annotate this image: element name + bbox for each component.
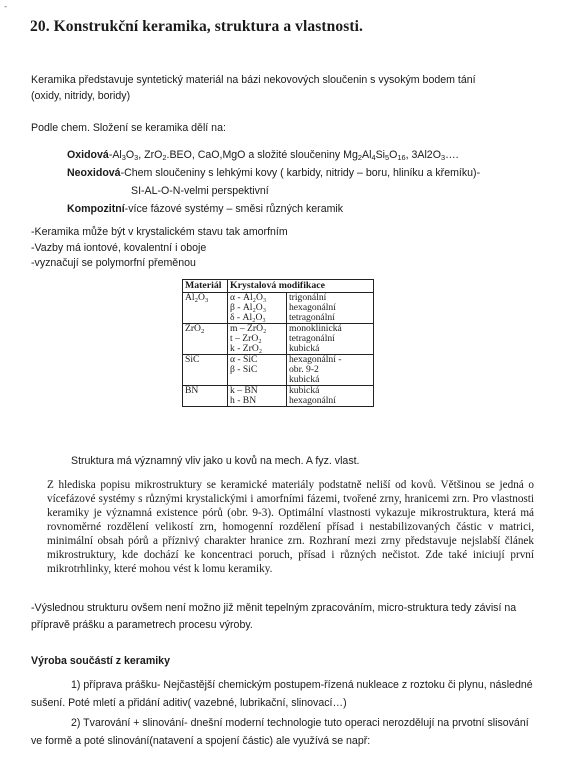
modification-cell: t – ZrO₂ — [228, 334, 287, 344]
paragraph-text: Z hlediska popisu mikrostruktury se keramické materiály podstatně neliší od kovů. Většinou se jedná o vícefázové systémy s různými krystalickými i amorfními fázemi, tvořené zrny, hranicemi zrn. Pro vlastnosti keramiky je významná existence pórů (obr. 9-3). Optimální vlastnosti vykazuje mikrostruktura, která má rovnoměrné rozdělení velikostí zrn, homogenní rozdělení přísad i nestabilizovaných částic v matrici, minimální obsah pórů a příznivý charakter hranice zrn. Rozhraní mezi zrny představuje nejslabší článek mikrostruktury, kde dochází ke koncentraci poruch, přísad i různých nečistot. Zde také iniciují první mikrotrhlinky, které mohou vést k lomu keramiky. — [47, 479, 534, 575]
bullet-item: -Keramika může být v krystalickém stavu tak amorfním — [31, 226, 288, 238]
crystal-system-cell: kubická — [287, 344, 374, 355]
modification-cell — [228, 375, 287, 386]
modification-cell: α - Al₂O₃ — [228, 293, 287, 304]
classification-intro: Podle chem. Složení se keramika dělí na: — [31, 122, 226, 134]
microstructure-paragraph — [47, 478, 534, 576]
table-row — [183, 355, 374, 366]
modification-cell: k – BN — [228, 386, 287, 397]
intro-line-2: (oxidy, nitridy, boridy) — [31, 90, 131, 102]
crystal-system-cell: hexagonální — [287, 303, 374, 313]
classification-list — [67, 146, 547, 218]
table-row — [183, 324, 374, 335]
table-caption: Struktura má významný vliv jako u kovů na mech. A fyz. vlast. — [71, 455, 360, 467]
bullet-item: -vyznačují se polymorfní přeměnou — [31, 257, 196, 269]
crystal-system-cell: obr. 9-2 — [287, 365, 374, 375]
section-heading: Výroba součástí z keramiky — [31, 655, 170, 667]
modification-cell: α - SiC — [228, 355, 287, 366]
corner-mark: - — [4, 2, 8, 12]
table-row — [183, 293, 374, 304]
modification-cell: δ - Al₂O₃ — [228, 313, 287, 324]
kompozit-label: Kompozitní — [67, 203, 125, 215]
modification-cell: h - BN — [228, 396, 287, 407]
modification-cell: β - Al₂O₃ — [228, 303, 287, 313]
step-1-text: 1) příprava prášku- Nejčastější chemickým postupem-řízená nukleace z roztoku či plynu, následné sušení. Poté mletí a přidání aditiv( vazebné, lubrikační, slinovací…) — [31, 679, 533, 709]
intro-line-1: Keramika představuje syntetický materiál na bázi nekovových sloučenin s vysokým bodem tání — [31, 74, 476, 86]
crystal-system-cell: hexagonální - — [287, 355, 374, 366]
material-cell: SiC — [183, 355, 228, 386]
modification-cell: k - ZrO₂ — [228, 344, 287, 355]
oxid-label: Oxidová — [67, 149, 109, 161]
neoxid-continuation: SI-AL-O-N-velmi perspektivní — [131, 185, 269, 197]
crystal-system-cell: kubická — [287, 375, 374, 386]
header-material: Materiál — [183, 280, 228, 293]
bullet-item: -Vazby má iontové, kovalentní i oboje — [31, 241, 207, 254]
material-cell: BN — [183, 386, 228, 407]
modification-cell: m – ZrO₂ — [228, 324, 287, 335]
table-row — [183, 386, 374, 397]
crystal-system-cell: hexagonální — [287, 396, 374, 407]
step-2-text: 2) Tvarování + slinování- dnešní moderní technologie tuto operaci nerozdělují na prvotní slisování ve formě a poté slinování(natavení a spojení částic) ale využívá se např: — [31, 717, 529, 747]
material-cell: $Al_2O_3$ — [183, 293, 228, 324]
property-bullets — [31, 225, 288, 272]
modification-cell: β - SiC — [228, 365, 287, 375]
page-title: 20. Konstrukční keramika, struktura a vlastnosti. — [30, 18, 364, 35]
step-1 — [31, 676, 535, 712]
kompozit-item: Kompozitní-více fázové systémy – směsi různých keramik — [67, 203, 344, 215]
oxid-item: Oxidová-$Al_3O_3$, ZrO$_2$.BEO, CaO,MgO a složité sloučeniny $Mg_2Al_4Si_5O_{16}$, $3Al2O_3\dots$. — [67, 149, 459, 162]
header-modification: Krystalová modifikace — [228, 280, 374, 293]
crystal-modification-table — [182, 279, 374, 407]
crystal-system-cell: monoklinická — [287, 324, 374, 335]
crystal-system-cell: tetragonální — [287, 334, 374, 344]
neoxid-label: Neoxidová — [67, 167, 121, 179]
crystal-system-cell: kubická — [287, 386, 374, 397]
crystal-system-cell: tetragonální — [287, 313, 374, 324]
neoxid-item: Neoxidová-Chem sloučeniny s lehkými kovy ( karbidy, nitridy – boru, hliníku a křemíku)- — [67, 167, 481, 179]
resulting-structure-note: -Výslednou strukturu ovšem není možno již měnit tepelným zpracováním, micro-struktura tedy závisí na přípravě prášku a parametrech procesu výroby. — [31, 602, 517, 631]
crystal-system-cell: trigonální — [287, 293, 374, 304]
step-2 — [31, 714, 535, 750]
intro-paragraph — [31, 72, 531, 104]
material-cell: ZrO$_2$ — [183, 324, 228, 355]
